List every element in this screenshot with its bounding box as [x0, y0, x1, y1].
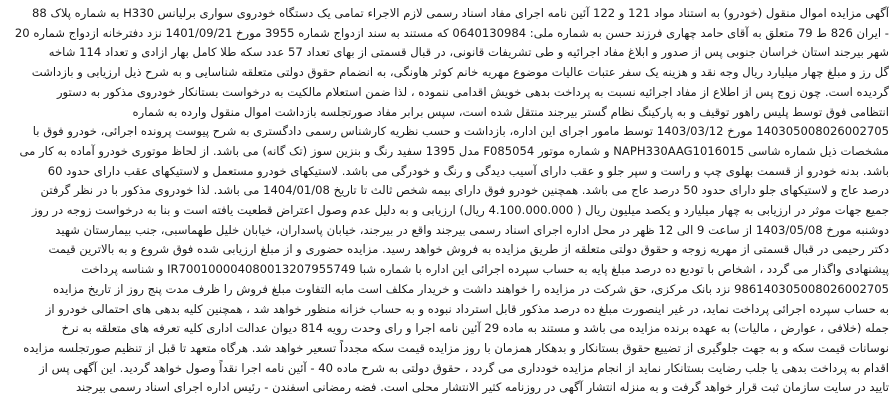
notice-line-14: پیشنهادی واگذار می گردد ، اشخاص با تودیع ده درصد مبلغ پایه به حساب سپرده اجرائی این اداره با شماره شبا IR700100004080013207955749 و شناسه پرداخت — [81, 262, 889, 277]
notice-line-16: به حساب سپرده اجرائی پرداخت نماید، در غیر اینصورت مبلغ ده درصد مذکور قابل استرداد نبوده و به حساب خزانه منظور خواهد شد ، همچنین کلیه بدهی های احتمالی خودرو از — [45, 301, 889, 316]
notice-line-15: 986140305008026002705 نزد بانک مرکزی، حق شرکت در مزایده را خواهند داشت و خریدار مکلف است مابه التفاوت مبلغ فروش را ظرف مدت پنج روز از تاریخ مزایده — [52, 281, 889, 296]
notice-line-2: - ایران 826 ط 79 متعلق به آقای حامد چهاری فرزند حسن به شماره ملی: 0640130984 که مستند به سند ازدواج شماره 3955 مورخ 1401/09/21 نزد دفترخانه ازدواج شماره 20 — [14, 25, 889, 40]
notice-line-20: تایید در سایت سازمان ثبت قرار خواهد گرفت و به منزله انتشار آگهی در روزنامه کثیر الانتشار محلی است. فضه رمضانی اسفندن - رئیس اداره اجرای اسناد رسمی بیرجند — [75, 380, 889, 395]
notice-line-6: انتظامی فوق توسط پلیس راهور توقیف و به پارکینگ نظام گستر بیرجند منتقل شده است، سپس برابر مفاد صورتجلسه بازداشت اموال منقول وارده به شماره — [132, 104, 889, 119]
notice-line-17: جمله (خلافی ، عوارض ، مالیات) به عهده برنده مزایده می باشد و مستند به ماده 29 آئین نامه اجرا و رای وحدت رویه 814 دیوان عدالت اداری کلیه تعرفه های متعلقه به نرخ — [61, 321, 889, 336]
notice-line-8: مشخصات ذیل شماره شاسی NAPH330AAG1016015 و شماره موتور F085054 مدل 1395 سفید رنگ و بنزین سوز (تک گانه) می باشد. از لحاظ موتوری خودرو آماده به کار می — [19, 143, 889, 158]
notice-line-5: گردیده است. چون زوج پس از اطلاع از مفاد اجرائیه نسبت به پرداخت بدهی خویش اقدامی ننموده ، لذا ضمن استعلام مالکیت به درخواست بستانکار خودروی مذکور به دستور — [56, 84, 889, 99]
notice-line-9: باشد. بدنه خودرو از قسمت بهلوی چپ و راست و سپر جلو و عقب دارای آسیب دیدگی و رنگ و خودرگی می باشد. لاستیکهای خودرو مستعمل و لاستیکهای عقب دارای حدود 60 — [47, 163, 889, 178]
notice-line-4: گل رز و مبلغ چهار میلیارد ریال وجه نقد و هزینه یک سفر عتبات عالیات موضوع مهریه خانم کوثر هاونگی، به انضمام حقوق دولتی متعلقه شناسایی و به شرح ذیل ارزیابی و بازداشت — [31, 65, 889, 80]
notice-line-12: دوشنبه مورخ 1403/05/08 از ساعت 9 الی 12 ظهر در محل اداره اجرای اسناد رسمی بیرجند واقع در بیرجند، خیابان پاسداران، خیابان خلیل طهماسبی، جنب بیمارستان شهید — [55, 222, 889, 237]
notice-line-10: درصد عاج و لاستیکهای جلو دارای حدود 50 درصد عاج می باشد. همچنین خودرو فوق دارای بیمه شخص ثالث تا تاریخ 1404/01/08 می باشد. لذا خودروی مذکور با در نظر گرفتن — [40, 183, 889, 198]
notice-line-18: نوسانات قیمت سکه و به جهت جلوگیری از تضییع حقوق بستانکار و بدهکار همزمان با روز مزایده قیمت سکه مجدداً تسعیر خواهد شد. هرگاه متعهد تا قبل از تنظیم صورتجلسه مزایده — [23, 340, 889, 355]
notice-line-13: دکتر رحیمی در قبال قسمتی از مهریه زوجه و حقوق دولتی متعلقه از طریق مزایده به فروش خواهد رسید. مزایده حضوری و از مبلغ ارزیابی شده فوق شروع و به بالاترین قیمت — [48, 242, 889, 257]
notice-line-19: اقدام به پرداخت بدهی یا جلب رضایت بستانکار نماید از انجام مزایده خودداری می گردد ، حقوق دولتی به شرح ماده 40 - آئین نامه اجرا نقداً وصول خواهد گردید. این آگهی پس از — [39, 360, 889, 375]
notice-line-7: 140305008026002705 مورخ 1403/03/12 توسط مامور اجرای این اداره، بازداشت و حسب نظریه کارشناس رسمی دادگستری به شرح پیوست پرونده اجرائی، خودرو فوق با — [32, 124, 889, 139]
notice-line-11: جمیع جهات موثر در ارزیابی به چهار میلیارد و یکصد میلیون ریال ( 4.100.000.000 ریال) ارزیابی و به دلیل عدم وصول اعتراض قطعیت یافته است و بنا به درخواست زوجه در روز — [31, 203, 889, 218]
notice-line-3: شهر بیرجند استان خراسان جنوبی پس از صدور و ابلاغ مفاد اجرائیه و طی تشریفات قانونی، در قبال قسمتی از بهای تعداد 57 عدد سکه طلا کامل بهار ازادی و تعداد 114 شاخه — [48, 45, 889, 60]
notice-line-1: آگهی مزایده اموال منقول (خودرو) به استناد مواد 121 و 122 آئین نامه اجرای مفاد اسناد رسمی لازم الاجراء تمامی یک دستگاه خودروی سواری برلیانس H330 به شماره پلاک 88 — [32, 6, 889, 20]
